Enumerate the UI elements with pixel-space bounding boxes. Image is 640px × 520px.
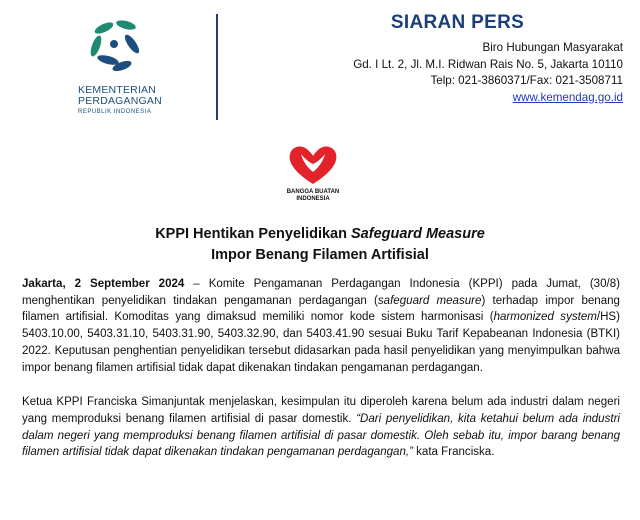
article-body: [22, 276, 620, 479]
logo-line-2: PERDAGANGAN: [78, 95, 162, 107]
headline-part-1: KPPI Hentikan Penyelidikan: [155, 226, 352, 242]
address-line-1: Biro Hubungan Masyarakat: [482, 41, 623, 54]
p2-text-1: Ketua KPPI Franciska Simanjuntak menjelaskan, kesimpulan itu diperoleh karena belum ada industri dalam negeri yang memproduksi benang filamen artifisial di pasar domestik.: [22, 396, 620, 425]
badge-caption-line-2: INDONESIA: [296, 195, 330, 202]
p2-quote: “Dari penyelidikan, kita ketahui belum ada industri dalam negeri yang memproduksi benang filamen artifisial di pasar domestik. Oleh sebab itu, impor barang benang filamen artifisial tidak dapat dikenakan tindakan pengamanan perdagangan,”: [22, 412, 620, 459]
heart-icon: [284, 140, 342, 190]
p1-text-1: – Komite Pengamanan Perdagangan Indonesia (KPPI) pada Jumat, (30/8) menghentikan penyelidikan tindakan pengamanan perdagangan (: [22, 278, 620, 307]
kemendag-emblem-icon: [74, 16, 174, 84]
paragraph-1: [22, 276, 620, 376]
logo-line-1: KEMENTERIAN: [78, 84, 157, 96]
website-link[interactable]: www.kemendag.go.id: [512, 90, 623, 104]
p2-text-2: kata Franciska.: [412, 446, 495, 459]
address-line-3: Telp: 021-3860371/Fax: 021-3508711: [430, 74, 623, 87]
p1-text-2: ) terhadap impor benang filamen artifisial. Komoditas yang dimaksud memiliki nomor kode sistem harmonisasi (: [22, 294, 620, 324]
logo-line-3: REPUBLIK INDONESIA: [78, 109, 152, 115]
headline-line-2: Impor Benang Filamen Artifisial: [211, 247, 429, 263]
press-release-title: SIARAN PERS: [390, 12, 525, 33]
address-line-2: Gd. I Lt. 2, Jl. M.I. Ridwan Rais No. 5, Jakarta 10110: [353, 57, 623, 71]
headline: [0, 224, 640, 266]
badge-caption: [280, 189, 346, 202]
headline-part-italic: Safeguard Measure: [351, 226, 485, 242]
kemendag-logo-text: [78, 85, 162, 118]
paragraph-2: [22, 394, 620, 461]
p1-text-3: /HS) 5403.10.00, 5403.31.10, 5403.31.90, 5403.32.90, dan 5403.41.90 sesuai Buku Tarif Kepabeanan Indonesia (BTKI) 2022. Keputusan penghentian penyelidikan tersebut didasarkan pada hasil penyelidikan yang menyimpulkan bahwa impor benang filamen artifisial tidak dapat dikenakan tindakan pengamanan perdagangan.: [22, 311, 620, 374]
header-info: [240, 12, 635, 106]
header-divider: [216, 14, 218, 120]
contact-address: [240, 40, 635, 106]
kemendag-logo: [74, 16, 174, 84]
badge-caption-line-1: BANGGA BUATAN: [286, 189, 340, 195]
dateline: Jakarta, 2 September 2024: [22, 278, 185, 290]
p1-italic-1: safeguard measure: [377, 294, 482, 307]
p1-italic-2: harmonized system: [493, 311, 597, 324]
